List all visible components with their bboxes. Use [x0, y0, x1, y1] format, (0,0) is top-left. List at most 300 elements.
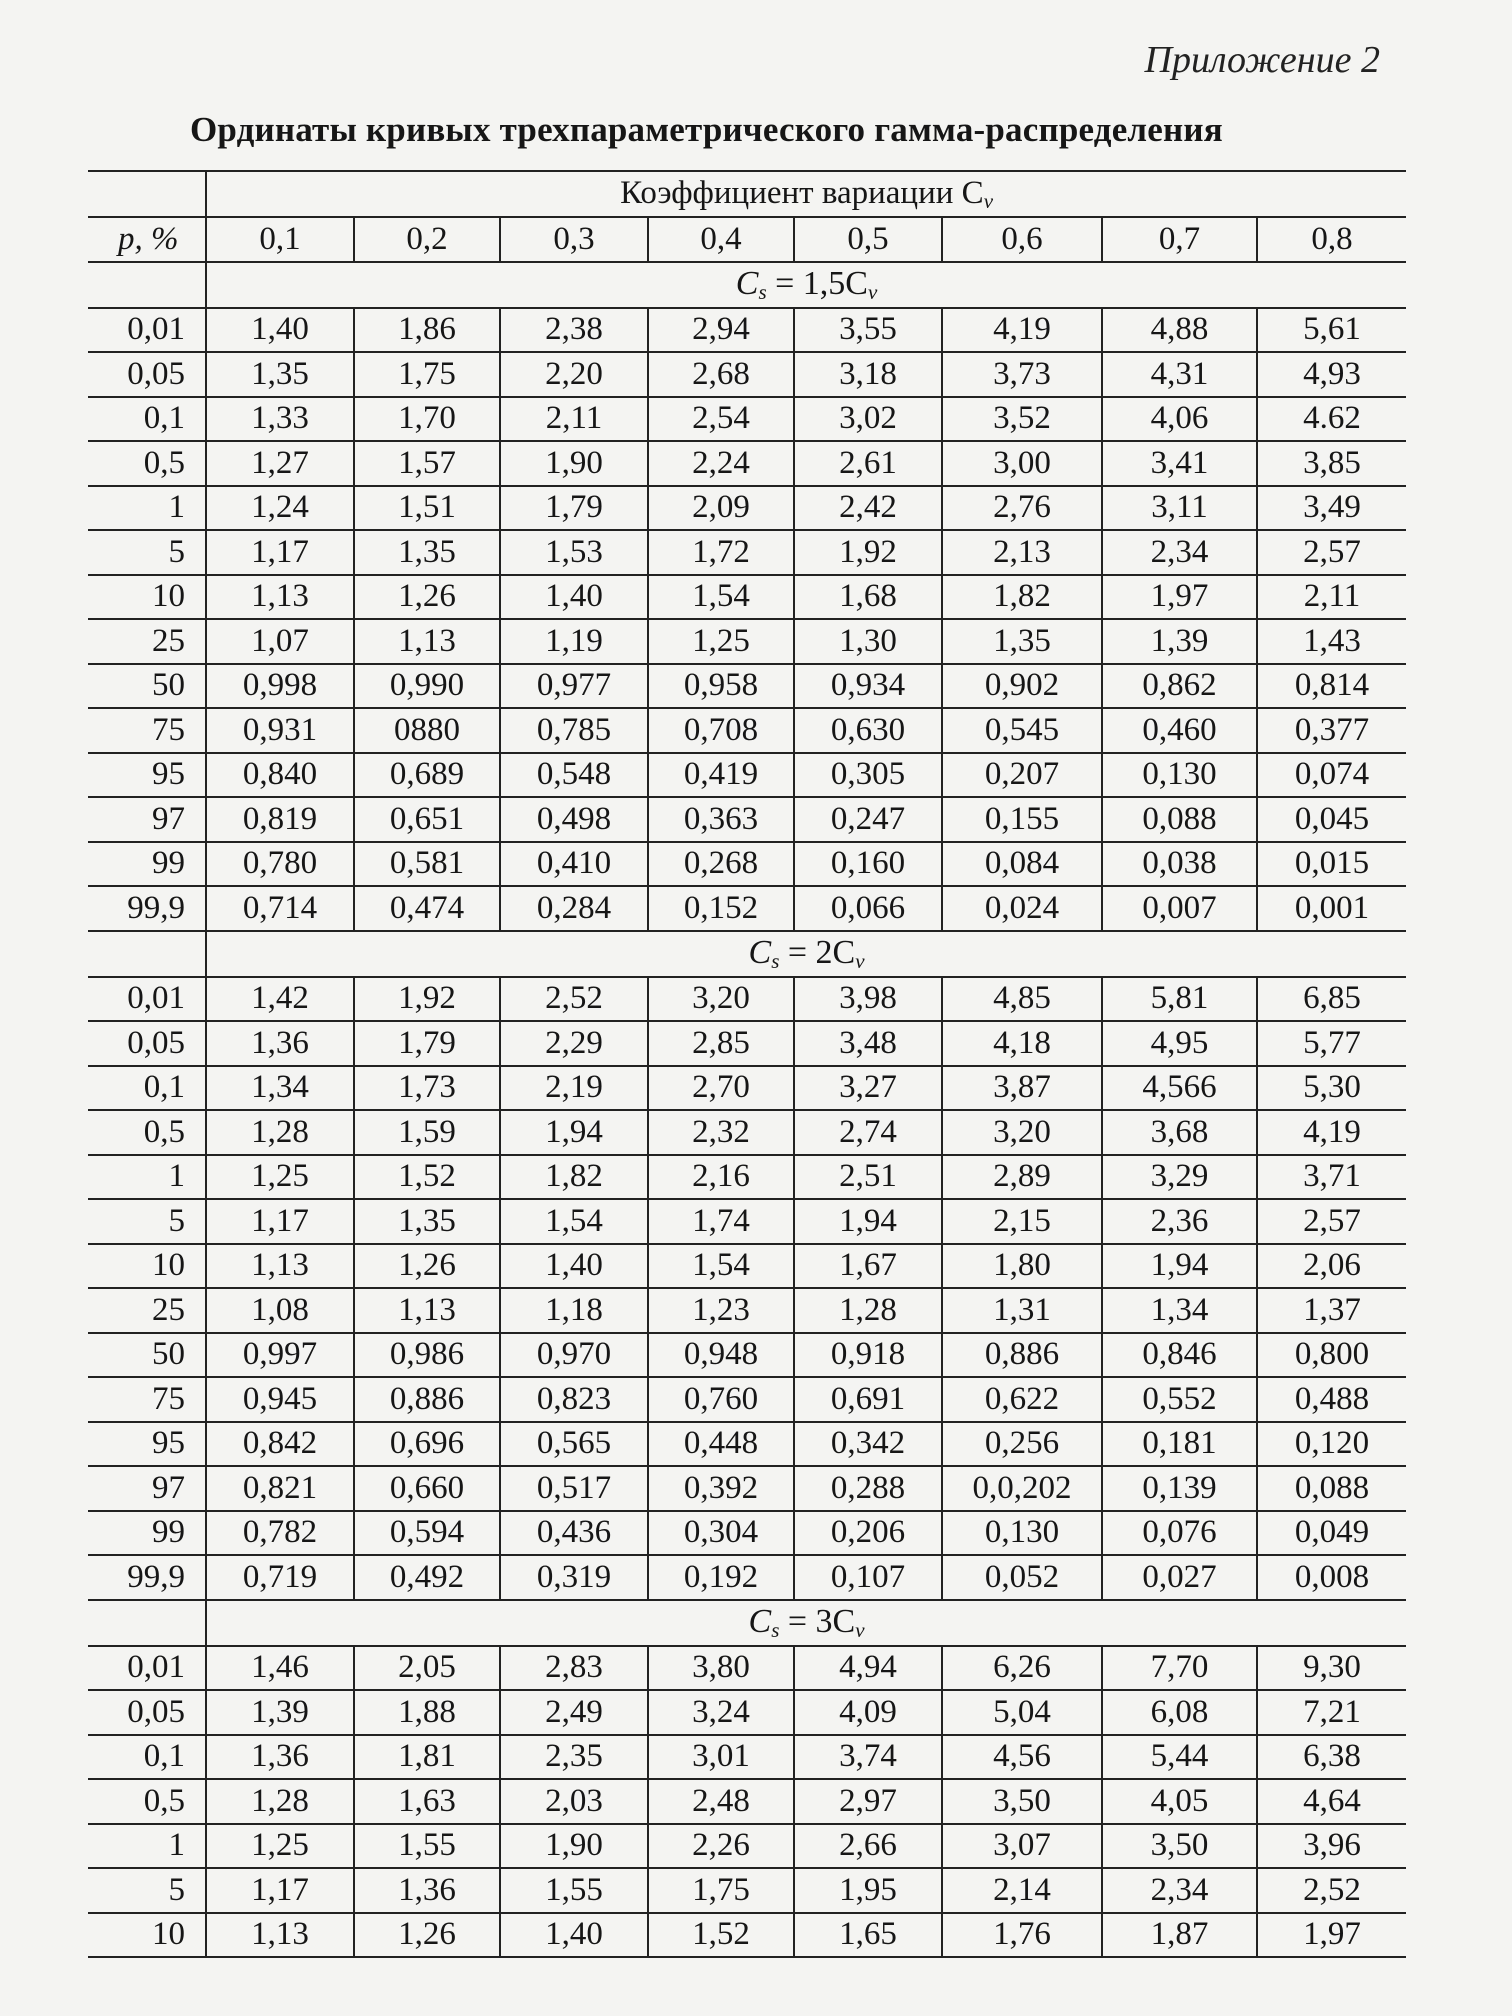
- table-cell: 3,49: [1257, 486, 1406, 531]
- table-cell: 3,24: [648, 1690, 794, 1735]
- table-cell: 0,651: [354, 797, 500, 842]
- table-cell: 0,846: [1102, 1333, 1257, 1378]
- table-cell: 2,13: [942, 530, 1102, 575]
- row-p-value: 10: [88, 1244, 206, 1289]
- row-p-value: 1: [88, 1155, 206, 1200]
- table-cell: 3,96: [1257, 1824, 1406, 1869]
- table-cell: 1,67: [794, 1244, 942, 1289]
- table-cell: 1,54: [500, 1199, 648, 1244]
- table-cell: 0,001: [1257, 886, 1406, 931]
- table-cell: 0,342: [794, 1422, 942, 1467]
- table-cell: 0,474: [354, 886, 500, 931]
- row-p-value: 75: [88, 708, 206, 753]
- section-label-sub: s: [771, 1617, 780, 1642]
- table-cell: 3,11: [1102, 486, 1257, 531]
- header-group-sub: v: [983, 188, 994, 213]
- table-cell: 1,70: [354, 397, 500, 442]
- row-p-value: 10: [88, 1913, 206, 1958]
- table-cell: 1,34: [1102, 1288, 1257, 1333]
- table-cell: 0,0,202: [942, 1466, 1102, 1511]
- table-cell: 0,305: [794, 753, 942, 798]
- row-p-value: 0,5: [88, 1110, 206, 1155]
- row-p-value: 5: [88, 530, 206, 575]
- table-cell: 5,61: [1257, 308, 1406, 353]
- table-row: [88, 977, 1406, 1022]
- section-label-prefix: C: [735, 264, 759, 302]
- table-cell: 1,07: [206, 619, 354, 664]
- section-header-row: [88, 931, 1406, 977]
- table-cell: 3,41: [1102, 441, 1257, 486]
- header-col: 0,7: [1102, 217, 1257, 262]
- table-cell: 0,918: [794, 1333, 942, 1378]
- table-cell: 0,977: [500, 664, 648, 709]
- table-row: [88, 886, 1406, 931]
- row-p-value: 50: [88, 1333, 206, 1378]
- table-cell: 3,74: [794, 1735, 942, 1780]
- table-row: [88, 1155, 1406, 1200]
- table-cell: 1,72: [648, 530, 794, 575]
- row-p-value: 0,5: [88, 1779, 206, 1824]
- table-cell: 2,76: [942, 486, 1102, 531]
- table-cell: 0,181: [1102, 1422, 1257, 1467]
- row-p-value: 99: [88, 1511, 206, 1556]
- table-cell: 1,94: [794, 1199, 942, 1244]
- table-cell: 1,36: [206, 1021, 354, 1066]
- table-cell: 0,819: [206, 797, 354, 842]
- table-cell: 0,007: [1102, 886, 1257, 931]
- table-row: [88, 397, 1406, 442]
- table-cell: 1,80: [942, 1244, 1102, 1289]
- table-cell: 0,155: [942, 797, 1102, 842]
- table-cell: 1,18: [500, 1288, 648, 1333]
- section-p-blank: [88, 262, 206, 308]
- header-col: 0,8: [1257, 217, 1406, 262]
- table-row: [88, 1511, 1406, 1556]
- table-cell: 4,31: [1102, 352, 1257, 397]
- table-cell: 2,03: [500, 1779, 648, 1824]
- row-p-value: 0,01: [88, 977, 206, 1022]
- table-cell: 1,19: [500, 619, 648, 664]
- table-row: [88, 797, 1406, 842]
- table-cell: 0,997: [206, 1333, 354, 1378]
- table-cell: 1,57: [354, 441, 500, 486]
- table-cell: 2,42: [794, 486, 942, 531]
- table-cell: 0,152: [648, 886, 794, 931]
- table-cell: 6,26: [942, 1646, 1102, 1691]
- table-cell: 2,57: [1257, 1199, 1406, 1244]
- table-cell: 2,34: [1102, 1868, 1257, 1913]
- table-cell: 1,13: [206, 1913, 354, 1958]
- table-cell: 1,92: [794, 530, 942, 575]
- table-cell: 3,48: [794, 1021, 942, 1066]
- table-cell: 1,82: [942, 575, 1102, 620]
- table-row: [88, 308, 1406, 353]
- table-cell: 3,52: [942, 397, 1102, 442]
- table-cell: 6,38: [1257, 1735, 1406, 1780]
- table-cell: 1,25: [206, 1155, 354, 1200]
- table-cell: 0,027: [1102, 1555, 1257, 1600]
- table-cell: 0,363: [648, 797, 794, 842]
- table-cell: 1,31: [942, 1288, 1102, 1333]
- table-cell: 4,19: [1257, 1110, 1406, 1155]
- table-cell: 0,448: [648, 1422, 794, 1467]
- table-cell: 0,015: [1257, 842, 1406, 887]
- table-cell: 5,44: [1102, 1735, 1257, 1780]
- table-cell: 0,436: [500, 1511, 648, 1556]
- table-cell: 1,26: [354, 1244, 500, 1289]
- table-cell: 1,52: [354, 1155, 500, 1200]
- table-row: [88, 619, 1406, 664]
- table-cell: 1,55: [354, 1824, 500, 1869]
- table-cell: 1,08: [206, 1288, 354, 1333]
- table-cell: 0,088: [1102, 797, 1257, 842]
- table-cell: 0,268: [648, 842, 794, 887]
- table-row: [88, 1066, 1406, 1111]
- table-row: [88, 352, 1406, 397]
- table-cell: 0,886: [942, 1333, 1102, 1378]
- table-cell: 1,40: [500, 575, 648, 620]
- table-cell: 4,566: [1102, 1066, 1257, 1111]
- table-cell: 0,049: [1257, 1511, 1406, 1556]
- section-label-sub: s: [758, 279, 767, 304]
- table-row: [88, 1333, 1406, 1378]
- table-cell: 0,038: [1102, 842, 1257, 887]
- table-cell: 0,814: [1257, 664, 1406, 709]
- table-cell: 4.62: [1257, 397, 1406, 442]
- table-cell: 0,139: [1102, 1466, 1257, 1511]
- table-row: [88, 1110, 1406, 1155]
- table-cell: 0880: [354, 708, 500, 753]
- table-cell: 0,498: [500, 797, 648, 842]
- table-cell: 0,862: [1102, 664, 1257, 709]
- table-cell: 1,13: [206, 1244, 354, 1289]
- table-cell: 1,39: [1102, 619, 1257, 664]
- section-label: [206, 262, 1406, 308]
- table-cell: 1,90: [500, 1824, 648, 1869]
- table-cell: 2,05: [354, 1646, 500, 1691]
- table-cell: 4,56: [942, 1735, 1102, 1780]
- table-cell: 0,192: [648, 1555, 794, 1600]
- table-cell: 2,52: [500, 977, 648, 1022]
- table-cell: 1,79: [354, 1021, 500, 1066]
- table-cell: 2,74: [794, 1110, 942, 1155]
- table-cell: 1,25: [206, 1824, 354, 1869]
- table-row: [88, 530, 1406, 575]
- table-cell: 4,88: [1102, 308, 1257, 353]
- table-cell: 0,419: [648, 753, 794, 798]
- table-cell: 0,886: [354, 1377, 500, 1422]
- table-cell: 3,73: [942, 352, 1102, 397]
- table-cell: 0,842: [206, 1422, 354, 1467]
- table-cell: 0,410: [500, 842, 648, 887]
- table-cell: 1,35: [206, 352, 354, 397]
- row-p-value: 10: [88, 575, 206, 620]
- section-label: [206, 1600, 1406, 1646]
- table-cell: 3,00: [942, 441, 1102, 486]
- table-cell: 0,689: [354, 753, 500, 798]
- table-cell: 3,20: [648, 977, 794, 1022]
- table-row: [88, 1466, 1406, 1511]
- table-row: [88, 1735, 1406, 1780]
- table-cell: 1,35: [354, 530, 500, 575]
- table-cell: 0,552: [1102, 1377, 1257, 1422]
- table-cell: 3,87: [942, 1066, 1102, 1111]
- table-cell: 1,24: [206, 486, 354, 531]
- row-p-value: 0,01: [88, 308, 206, 353]
- table-cell: 2,11: [500, 397, 648, 442]
- table-cell: 5,04: [942, 1690, 1102, 1735]
- table-cell: 5,77: [1257, 1021, 1406, 1066]
- row-p-value: 1: [88, 1824, 206, 1869]
- table-cell: 1,74: [648, 1199, 794, 1244]
- section-label-prefix: C: [748, 933, 772, 971]
- table-cell: 1,42: [206, 977, 354, 1022]
- table-cell: 1,43: [1257, 619, 1406, 664]
- row-p-value: 95: [88, 1422, 206, 1467]
- table-cell: 0,630: [794, 708, 942, 753]
- table-cell: 1,46: [206, 1646, 354, 1691]
- table-cell: 1,79: [500, 486, 648, 531]
- row-p-value: 0,1: [88, 1066, 206, 1111]
- header-p-cell-top: [88, 171, 206, 217]
- row-p-value: 0,5: [88, 441, 206, 486]
- table-cell: 2,54: [648, 397, 794, 442]
- table-cell: 2,61: [794, 441, 942, 486]
- table-cell: 1,82: [500, 1155, 648, 1200]
- header-p-label: p, %: [88, 217, 206, 262]
- table-row: [88, 1377, 1406, 1422]
- table-cell: 7,70: [1102, 1646, 1257, 1691]
- table-cell: 2,16: [648, 1155, 794, 1200]
- table-cell: 3,07: [942, 1824, 1102, 1869]
- table-cell: 0,780: [206, 842, 354, 887]
- table-cell: 0,120: [1257, 1422, 1406, 1467]
- table-cell: 0,488: [1257, 1377, 1406, 1422]
- table-cell: 0,958: [648, 664, 794, 709]
- table-cell: 5,30: [1257, 1066, 1406, 1111]
- section-label-sub2: v: [855, 948, 865, 973]
- row-p-value: 0,01: [88, 1646, 206, 1691]
- table-cell: 7,21: [1257, 1690, 1406, 1735]
- row-p-value: 50: [88, 664, 206, 709]
- table-cell: 6,08: [1102, 1690, 1257, 1735]
- row-p-value: 25: [88, 1288, 206, 1333]
- table-cell: 4,09: [794, 1690, 942, 1735]
- table-cell: 3,85: [1257, 441, 1406, 486]
- table-cell: 1,51: [354, 486, 500, 531]
- header-col: 0,4: [648, 217, 794, 262]
- table-cell: 2,09: [648, 486, 794, 531]
- table-cell: 2,29: [500, 1021, 648, 1066]
- table-cell: 3,55: [794, 308, 942, 353]
- table-cell: 2,51: [794, 1155, 942, 1200]
- table-row: [88, 1913, 1406, 1958]
- table-cell: 0,377: [1257, 708, 1406, 753]
- table-cell: 1,36: [354, 1868, 500, 1913]
- table-cell: 0,948: [648, 1333, 794, 1378]
- table-row: [88, 1779, 1406, 1824]
- table-cell: 0,714: [206, 886, 354, 931]
- row-p-value: 1: [88, 486, 206, 531]
- table-cell: 1,54: [648, 1244, 794, 1289]
- table-cell: 1,75: [354, 352, 500, 397]
- row-p-value: 5: [88, 1199, 206, 1244]
- table-row: [88, 1288, 1406, 1333]
- table-cell: 9,30: [1257, 1646, 1406, 1691]
- table-cell: 0,945: [206, 1377, 354, 1422]
- row-p-value: 5: [88, 1868, 206, 1913]
- section-p-blank: [88, 1600, 206, 1646]
- table-cell: 0,823: [500, 1377, 648, 1422]
- table-cell: 0,052: [942, 1555, 1102, 1600]
- row-p-value: 97: [88, 1466, 206, 1511]
- table-cell: 1,34: [206, 1066, 354, 1111]
- table-row: [88, 664, 1406, 709]
- table-cell: 4,19: [942, 308, 1102, 353]
- table-cell: 0,931: [206, 708, 354, 753]
- table-cell: 0,319: [500, 1555, 648, 1600]
- document-title: Ординаты кривых трехпараметрического гамма-распределения: [190, 110, 1223, 149]
- section-header-row: [88, 262, 1406, 308]
- table-cell: 2,11: [1257, 575, 1406, 620]
- table-cell: 1,88: [354, 1690, 500, 1735]
- table-cell: 1,94: [500, 1110, 648, 1155]
- table-cell: 2,32: [648, 1110, 794, 1155]
- table-cell: 3,80: [648, 1646, 794, 1691]
- table-cell: 2,20: [500, 352, 648, 397]
- table-cell: 1,33: [206, 397, 354, 442]
- table-row: [88, 1824, 1406, 1869]
- table-cell: 4,85: [942, 977, 1102, 1022]
- section-label-sub: s: [771, 948, 780, 973]
- table-cell: 0,247: [794, 797, 942, 842]
- table-cell: 0,024: [942, 886, 1102, 931]
- table-cell: 1,28: [794, 1288, 942, 1333]
- table-row: [88, 486, 1406, 531]
- table-cell: 1,59: [354, 1110, 500, 1155]
- table-cell: 1,87: [1102, 1913, 1257, 1958]
- table-cell: 0,088: [1257, 1466, 1406, 1511]
- table-row: [88, 575, 1406, 620]
- table-cell: 2,38: [500, 308, 648, 353]
- table-cell: 1,65: [794, 1913, 942, 1958]
- table-cell: 3,68: [1102, 1110, 1257, 1155]
- table-cell: 0,392: [648, 1466, 794, 1511]
- table-cell: 0,256: [942, 1422, 1102, 1467]
- table-cell: 2,97: [794, 1779, 942, 1824]
- header-group-label: [206, 171, 1406, 217]
- table-cell: 1,23: [648, 1288, 794, 1333]
- table-cell: 0,691: [794, 1377, 942, 1422]
- table-cell: 3,01: [648, 1735, 794, 1780]
- gamma-distribution-table: [88, 170, 1406, 1958]
- row-p-value: 97: [88, 797, 206, 842]
- table-cell: 0,130: [942, 1511, 1102, 1556]
- table-cell: 2,85: [648, 1021, 794, 1066]
- table-cell: 0,545: [942, 708, 1102, 753]
- table-cell: 0,288: [794, 1466, 942, 1511]
- table-cell: 0,970: [500, 1333, 648, 1378]
- table-cell: 1,40: [500, 1913, 648, 1958]
- table-cell: 0,160: [794, 842, 942, 887]
- table-cell: 0,284: [500, 886, 648, 931]
- table-cell: 4,93: [1257, 352, 1406, 397]
- table-row: [88, 1690, 1406, 1735]
- section-p-blank: [88, 931, 206, 977]
- table-cell: 4,06: [1102, 397, 1257, 442]
- table-cell: 0,622: [942, 1377, 1102, 1422]
- row-p-value: 95: [88, 753, 206, 798]
- table-cell: 0,565: [500, 1422, 648, 1467]
- table-cell: 1,97: [1257, 1913, 1406, 1958]
- table-cell: 2,94: [648, 308, 794, 353]
- table-cell: 0,986: [354, 1333, 500, 1378]
- table-cell: 1,27: [206, 441, 354, 486]
- table-cell: 3,50: [1102, 1824, 1257, 1869]
- section-label-eq: = 2C: [779, 933, 856, 971]
- table-cell: 0,304: [648, 1511, 794, 1556]
- section-label-sub2: v: [867, 279, 878, 304]
- table-cell: 1,28: [206, 1779, 354, 1824]
- table-cell: 2,35: [500, 1735, 648, 1780]
- row-p-value: 0,1: [88, 1735, 206, 1780]
- appendix-label: Приложение 2: [1144, 39, 1380, 81]
- table-cell: 1,36: [206, 1735, 354, 1780]
- table-cell: 2,83: [500, 1646, 648, 1691]
- table-cell: 1,25: [648, 619, 794, 664]
- table-cell: 0,548: [500, 753, 648, 798]
- table-row: [88, 1555, 1406, 1600]
- table-row: [88, 1646, 1406, 1691]
- table-cell: 3,71: [1257, 1155, 1406, 1200]
- table-cell: 3,29: [1102, 1155, 1257, 1200]
- row-p-value: 99,9: [88, 886, 206, 931]
- gamma-distribution-table-wrapper: [88, 170, 1406, 1958]
- table-cell: 1,75: [648, 1868, 794, 1913]
- table-cell: 1,76: [942, 1913, 1102, 1958]
- table-cell: 0,760: [648, 1377, 794, 1422]
- table-cell: 0,460: [1102, 708, 1257, 753]
- row-p-value: 99: [88, 842, 206, 887]
- table-cell: 1,40: [500, 1244, 648, 1289]
- table-cell: 5,81: [1102, 977, 1257, 1022]
- table-cell: 0,998: [206, 664, 354, 709]
- table-cell: 0,076: [1102, 1511, 1257, 1556]
- table-cell: 0,696: [354, 1422, 500, 1467]
- table-cell: 2,19: [500, 1066, 648, 1111]
- table-cell: 0,785: [500, 708, 648, 753]
- table-cell: 1,54: [648, 575, 794, 620]
- table-row: [88, 842, 1406, 887]
- table-cell: 2,70: [648, 1066, 794, 1111]
- table-cell: 0,517: [500, 1466, 648, 1511]
- table-cell: 2,52: [1257, 1868, 1406, 1913]
- row-p-value: 0,1: [88, 397, 206, 442]
- table-cell: 1,28: [206, 1110, 354, 1155]
- section-label: [206, 931, 1406, 977]
- table-cell: 1,35: [942, 619, 1102, 664]
- table-cell: 2,68: [648, 352, 794, 397]
- table-cell: 0,719: [206, 1555, 354, 1600]
- header-group-text: Коэффициент вариации C: [620, 174, 984, 211]
- table-cell: 3,27: [794, 1066, 942, 1111]
- table-cell: 0,934: [794, 664, 942, 709]
- table-row: [88, 1422, 1406, 1467]
- table-cell: 2,49: [500, 1690, 648, 1735]
- table-cell: 2,14: [942, 1868, 1102, 1913]
- table-cell: 1,35: [354, 1199, 500, 1244]
- header-col: 0,1: [206, 217, 354, 262]
